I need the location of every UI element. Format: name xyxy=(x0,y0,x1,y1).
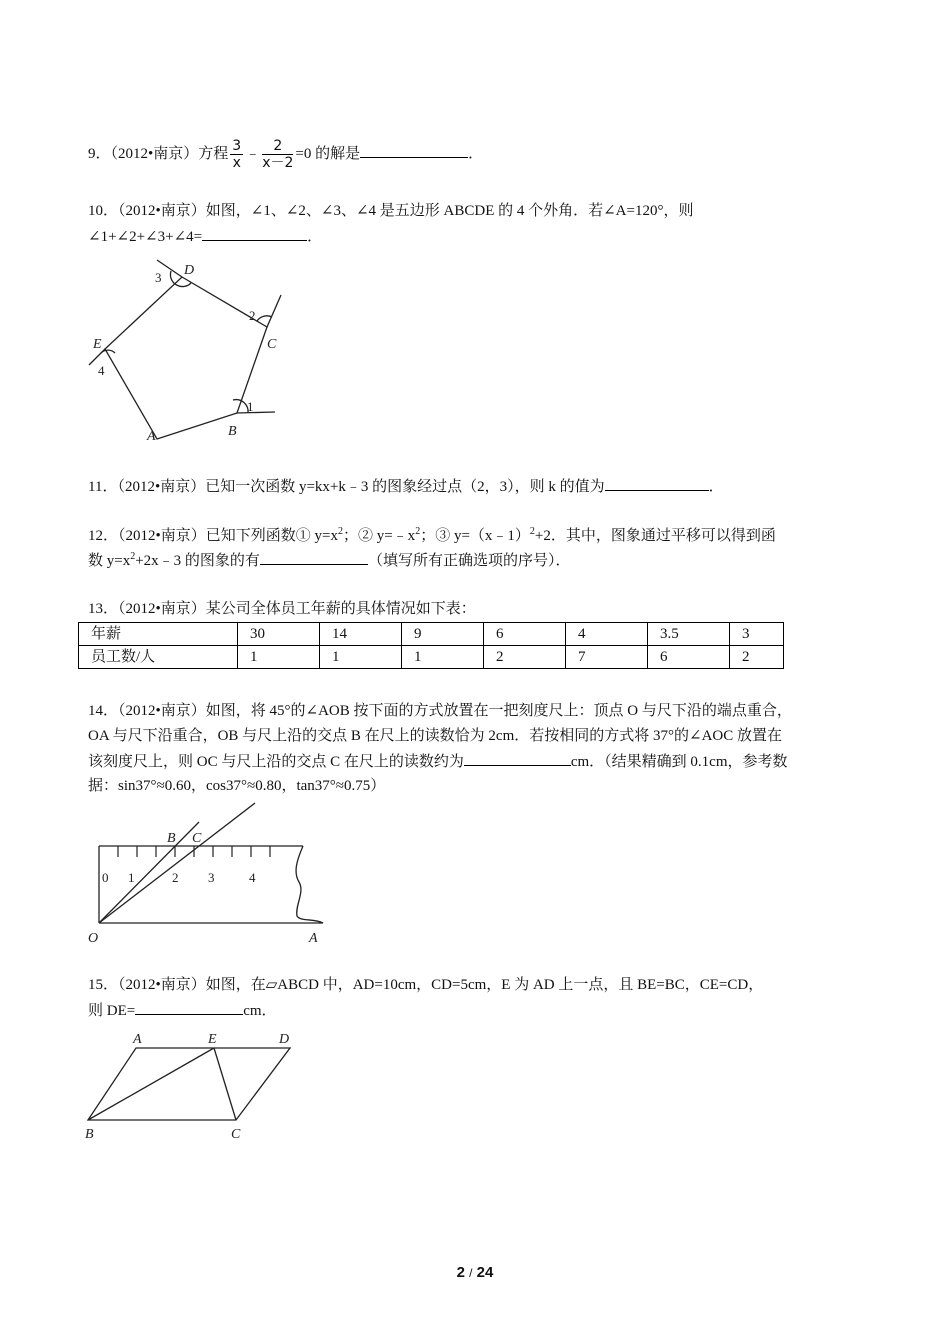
q15-line2: 则 DE= cm． xyxy=(88,999,277,1022)
table-cell: 14 xyxy=(320,623,402,646)
label-angle-1: 1 xyxy=(247,399,254,414)
q15-answer-blank[interactable] xyxy=(135,999,243,1015)
label-A: A xyxy=(309,931,318,946)
pentagon-figure xyxy=(85,255,285,445)
salary-table xyxy=(78,622,784,669)
tick-label-0: 0 xyxy=(102,870,109,885)
ray-oc xyxy=(99,803,255,923)
label-D: D xyxy=(184,263,195,278)
table-cell: 7 xyxy=(566,646,648,669)
ruler-figure xyxy=(85,800,335,950)
q15-line1: 15．（2012•南京）如图，在▱ABCD 中，AD=10cm，CD=5cm，E 为 AD 上一点，且 BE=BC，CE=CD， xyxy=(88,977,764,993)
extension-ab xyxy=(237,412,275,413)
q9-prefix: 9．（2012•南京）方程 xyxy=(88,145,229,162)
label-angle-2: 2 xyxy=(249,308,256,323)
label-E: E xyxy=(208,1032,217,1047)
label-B: B xyxy=(228,424,237,439)
label-C: C xyxy=(192,831,202,846)
q13-text: 13．（2012•南京）某公司全体员工年薪的具体情况如下表： xyxy=(88,601,476,617)
table-cell: 9 xyxy=(402,623,484,646)
label-B: B xyxy=(85,1127,94,1142)
table-cell: 3.5 xyxy=(648,623,730,646)
q11-answer-blank[interactable] xyxy=(605,475,709,491)
q14-line3: 该刻度尺上，则 OC 与尺上沿的交点 C 在尺上的读数约为 cm．（结果精确到 0.1cm，参考数 xyxy=(88,750,788,773)
label-A: A xyxy=(147,429,156,444)
tick-label-3: 3 xyxy=(208,870,215,885)
table-row-salary xyxy=(79,623,784,646)
q14-line1: 14．（2012•南京）如图，将 45°的∠AOB 按下面的方式放置在一把刻度尺上：顶点 O 与尺下沿的端点重合， xyxy=(88,703,792,719)
q12-line2: 数 $y=x^2+2x﹣3$ 的图象的有 （填写所有正确选项的序号）． xyxy=(88,551,571,569)
q14-line4: 据：sin37°≈0.60，cos37°≈0.80，tan37°≈0.75） xyxy=(88,778,386,794)
question-11: 11．（2012•南京）已知一次函数 y=kx+k﹣3 的图象经过点（2，3），则 k 的值为 ． xyxy=(88,475,724,498)
tick-label-1: 1 xyxy=(128,870,135,885)
table-cell: 1 xyxy=(238,646,320,669)
label-O: O xyxy=(88,931,99,946)
ruler-ticks xyxy=(118,846,270,857)
fraction-3-over-x: $\frac{3}{x}$ xyxy=(232,138,242,171)
table-cell: 员工数/人 xyxy=(79,646,238,669)
label-angle-4: 4 xyxy=(98,363,105,378)
tick-label-4: 4 xyxy=(249,870,256,885)
page-number: 2 / 24 xyxy=(456,1264,494,1281)
table-cell: 6 xyxy=(648,646,730,669)
ray-ob xyxy=(99,822,199,923)
tick-label-2: 2 xyxy=(172,870,179,885)
table-cell: 4 xyxy=(566,623,648,646)
q9-suffix: =0 的解是 xyxy=(295,145,361,162)
question-9: 9．（2012•南京）方程 $\frac{3}{x}$ ﹣ $\frac{2}{x-2}$ =0 的解是 ． xyxy=(88,138,484,171)
q10-line1: 10．（2012•南京）如图，∠1、∠2、∠3、∠4 是五边形 ABCDE 的 4 个外角．若∠A=120°，则 xyxy=(88,203,694,219)
segment-ce xyxy=(214,1048,236,1120)
table-row-employees xyxy=(79,646,784,669)
label-C: C xyxy=(231,1127,241,1142)
q12-line1: 12．（2012•南京）已知下列函数① $y=x^2$；② $y=﹣x^2$；③ y=（x﹣1）$^2$+2．其中，图象通过平移可以得到函 xyxy=(88,526,776,544)
q14-answer-blank[interactable] xyxy=(464,750,571,766)
table-cell: 2 xyxy=(730,646,784,669)
q14-line2: OA 与尺下沿重合，OB 与尺上沿的交点 B 在尺上的读数恰为 2cm．若按相同的方式将 37°的∠AOC 放置在 xyxy=(88,728,782,744)
table-cell: 6 xyxy=(484,623,566,646)
parallelogram-figure xyxy=(82,1028,312,1148)
q10-answer-blank[interactable] xyxy=(202,225,307,241)
parallelogram-abcd xyxy=(88,1048,290,1120)
label-D: D xyxy=(279,1032,290,1047)
label-B: B xyxy=(167,831,176,846)
label-C: C xyxy=(267,337,277,352)
label-angle-3: 3 xyxy=(155,270,162,285)
extension-dc xyxy=(267,295,281,327)
segment-be xyxy=(88,1048,214,1120)
fraction-2-over-x-minus-2: $\frac{2}{x-2}$ xyxy=(262,138,294,171)
q10-line2: ∠1+∠2+∠3+∠4= ． xyxy=(88,225,322,248)
table-cell: 2 xyxy=(484,646,566,669)
label-A: A xyxy=(133,1032,142,1047)
q12-answer-blank[interactable] xyxy=(260,549,368,565)
table-cell: 1 xyxy=(402,646,484,669)
label-E: E xyxy=(93,337,102,352)
ruler-break-edge xyxy=(296,846,323,923)
q9-minus: ﹣ xyxy=(245,145,261,162)
pentagon-abcde xyxy=(105,277,267,439)
table-cell: 1 xyxy=(320,646,402,669)
table-cell: 30 xyxy=(238,623,320,646)
table-cell: 3 xyxy=(730,623,784,646)
table-cell: 年薪 xyxy=(79,623,238,646)
q9-answer-blank[interactable] xyxy=(360,142,468,158)
